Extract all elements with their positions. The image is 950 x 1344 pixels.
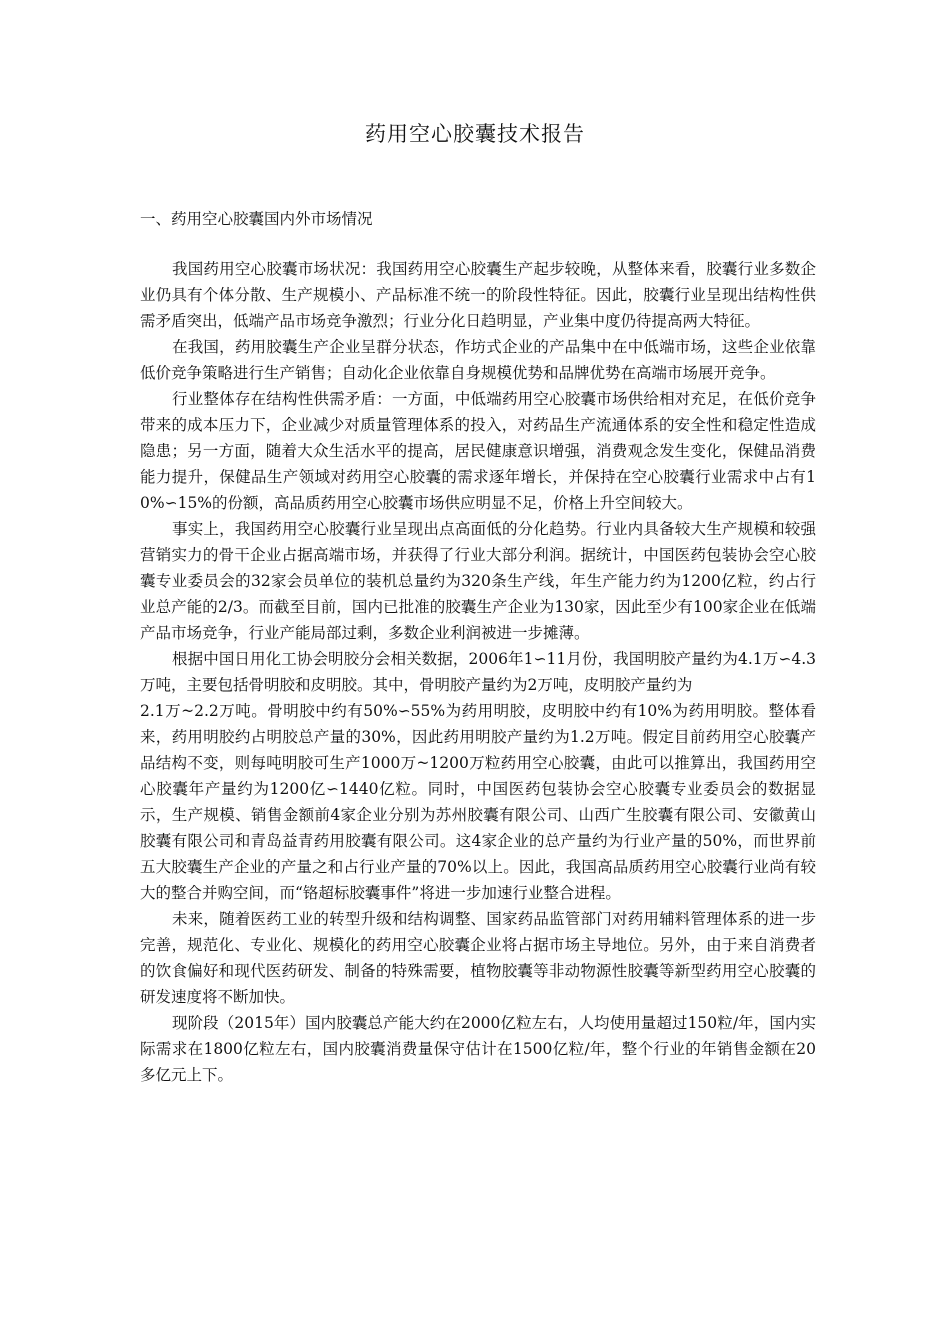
document-body xyxy=(140,256,816,1088)
paragraph-supply-demand: 行业整体存在结构性供需矛盾：一方面，中低端药用空心胶囊市场供给相对充足，在低价竞争带来的成本压力下，企业减少对质量管理体系的投入，对药品生产流通体系的安全性和稳定性造成隐患；另一方面，随着大众生活水平的提高，居民健康意识增强，消费观念发生变化，保健品消费能力提升，保健品生产领域对药用空心胶囊的需求逐年增长，并保持在空心胶囊行业需求中占有10%∽15%的份额，高品质药用空心胶囊市场供应明显不足，价格上升空间较大。 xyxy=(140,390,816,512)
paragraph-industry-trend: 事实上，我国药用空心胶囊行业呈现出点高面低的分化趋势。行业内具备较大生产规模和较强营销实力的骨干企业占据高端市场，并获得了行业大部分利润。据统计，中国医药包装协会空心胶囊专业委员会的32家会员单位的装机总量约为320条生产线，年生产能力约为1200亿粒，约占行业总产能的2/3。而截至目前，国内已批准的胶囊生产企业为130家，因此至少有100家企业在低端产品市场竞争，行业产能局部过剩，多数企业利润被进一步摊薄。 xyxy=(140,520,816,642)
paragraph-gelatin-data-continued: 2.1万~2.2万吨。骨明胶中约有50%∽55%为药用明胶，皮明胶中约有10%为药用明胶。整体看来，药用明胶约占明胶总产量的30%，因此药用明胶产量约为1.2万吨。假定目前药用空心胶囊产品结构不变，则每吨明胶可生产1000万~1200万粒药用空心胶囊，由此可以推算出，我国药用空心胶囊年产量约为1200亿∽1440亿粒。同时，中国医药包装协会空心胶囊专业委员会的数据显示，生产规模、销售金额前4家企业分别为苏州胶囊有限公司、山西广生胶囊有限公司、安徽黄山胶囊有限公司和青岛益青药用胶囊有限公司。这4家企业的总产量约为行业产量的50%，而世界前五大胶囊生产企业的产量之和占行业产量的70%以上。因此，我国高品质药用空心胶囊行业尚有较大的整合并购空间，而“铬超标胶囊事件”将进一步加速行业整合进程。 xyxy=(140,702,816,902)
paragraph-market-status: 我国药用空心胶囊市场状况：我国药用空心胶囊生产起步较晚，从整体来看，胶囊行业多数企业仍具有个体分散、生产规模小、产品标准不统一的阶段性特征。因此，胶囊行业呈现出结构性供需矛盾突出，低端产品市场竞争激烈；行业分化日趋明显，产业集中度仍待提高两大特征。 xyxy=(140,260,816,330)
section-heading: 一、药用空心胶囊国内外市场情况 xyxy=(140,210,373,228)
document-title: 药用空心胶囊技术报告 xyxy=(365,122,585,146)
paragraph-gelatin-data: 根据中国日用化工协会明胶分会相关数据，2006年1∽11月份，我国明胶产量约为4.1万∽4.3万吨，主要包括骨明胶和皮明胶。其中，骨明胶产量约为2万吨，皮明胶产量约为 xyxy=(140,650,816,694)
paragraph-domestic-enterprises: 在我国，药用胶囊生产企业呈群分状态，作坊式企业的产品集中在中低端市场，这些企业依靠低价竞争策略进行生产销售；自动化企业依靠自身规模优势和品牌优势在高端市场展开竞争。 xyxy=(140,338,816,382)
paragraph-future-outlook: 未来，随着医药工业的转型升级和结构调整、国家药品监管部门对药用辅料管理体系的进一步完善，规范化、专业化、规模化的药用空心胶囊企业将占据市场主导地位。另外，由于来自消费者的饮食偏好和现代医药研发、制备的特殊需要，植物胶囊等非动物源性胶囊等新型药用空心胶囊的研发速度将不断加快。 xyxy=(140,910,816,1006)
paragraph-current-capacity: 现阶段（2015年）国内胶囊总产能大约在2000亿粒左右，人均使用量超过150粒/年，国内实际需求在1800亿粒左右，国内胶囊消费量保守估计在1500亿粒/年，整个行业的年销售金额在20多亿元上下。 xyxy=(140,1014,816,1084)
